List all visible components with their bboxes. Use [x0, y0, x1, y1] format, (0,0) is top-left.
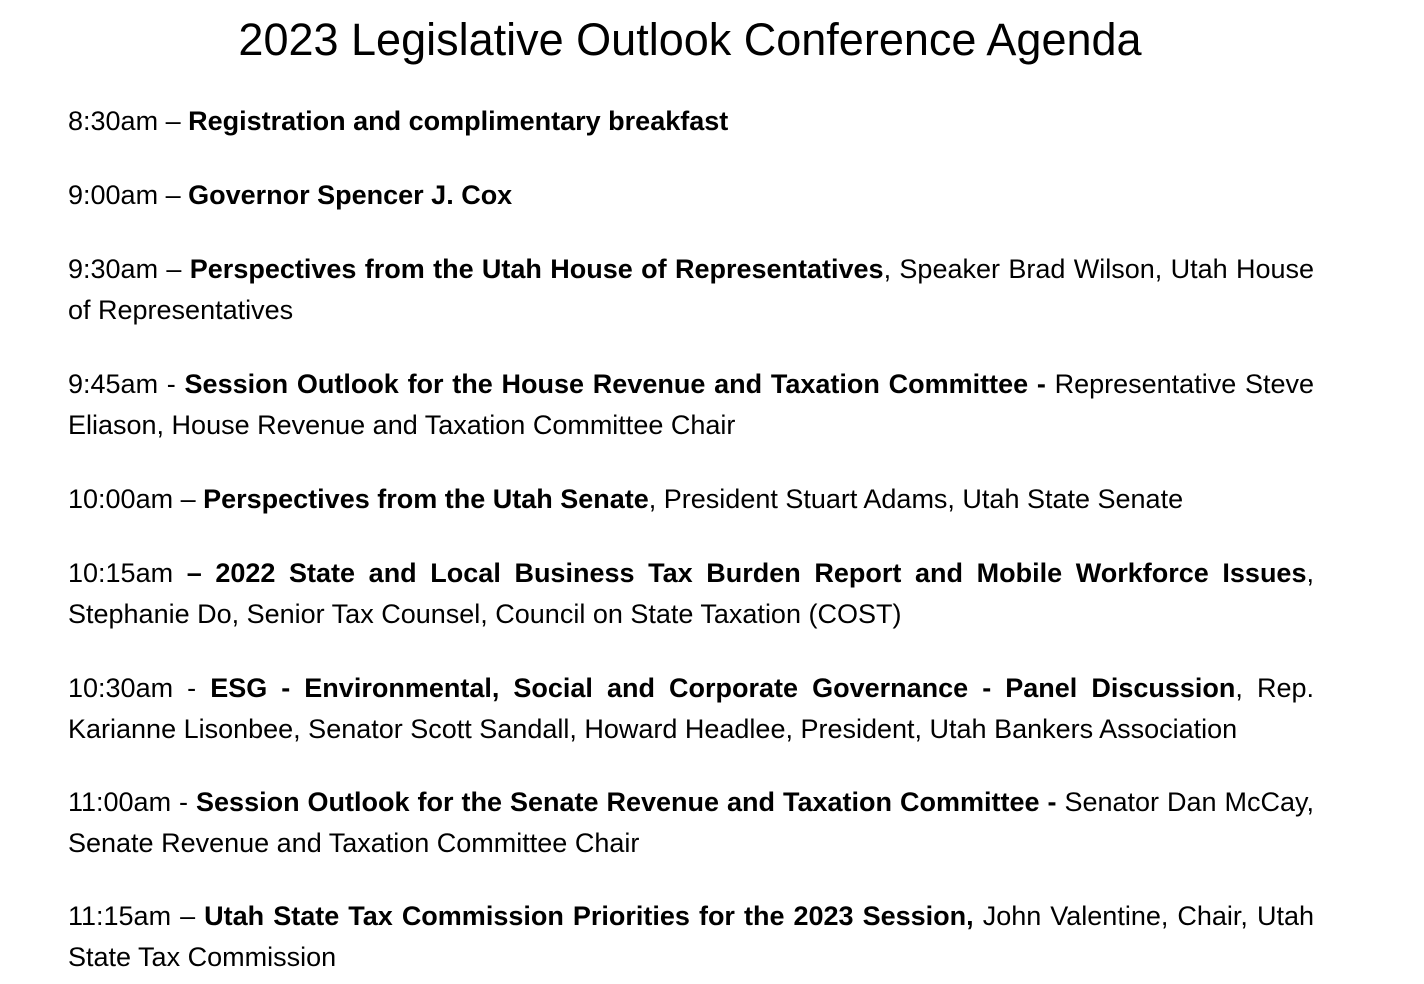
agenda-separator: - [158, 369, 185, 399]
agenda-session-title: Session Outlook for the House Revenue and Taxation Committee - [184, 369, 1055, 399]
agenda-separator: – [158, 106, 189, 136]
agenda-details: John Valentine, Chair, Utah State Tax Commission [68, 901, 1314, 972]
agenda-item-1115 [68, 896, 1314, 978]
agenda-time: 8:30am [68, 106, 159, 136]
agenda-separator: - [173, 673, 211, 703]
agenda-time: 9:45am [68, 369, 159, 399]
agenda-session-title: Session Outlook for the Senate Revenue and Taxation Committee - [196, 787, 1065, 817]
agenda-separator: – [158, 180, 189, 210]
agenda-item-1015 [68, 553, 1314, 635]
agenda-details: , Rep. Karianne Lisonbee, Senator Scott Sandall, Howard Headlee, President, Utah Bankers Association [68, 673, 1314, 744]
agenda-session-title: Utah State Tax Commission Priorities for the 2023 Session, [204, 901, 974, 931]
agenda-details: , Speaker Brad Wilson, Utah House of Representatives [68, 254, 1314, 325]
agenda-session-title: – 2022 State and Local Business Tax Burden Report and Mobile Workforce Issues [186, 558, 1307, 588]
agenda-separator [173, 558, 187, 588]
agenda-time: 10:15am [68, 558, 174, 588]
agenda-time: 10:00am [68, 484, 174, 514]
agenda-session-title: Registration and complimentary breakfast [188, 106, 729, 136]
agenda-separator: - [171, 787, 197, 817]
agenda-time: 9:00am [68, 180, 159, 210]
agenda-item-1100 [68, 782, 1314, 864]
agenda-list [68, 101, 1314, 978]
agenda-details: Representative Steve Eliason, House Revenue and Taxation Committee Chair [68, 369, 1314, 440]
agenda-details: , Stephanie Do, Senior Tax Counsel, Council on State Taxation (COST) [68, 558, 1314, 629]
agenda-session-title: ESG - Environmental, Social and Corporate Governance - Panel Discussion [210, 673, 1236, 703]
agenda-details: , President Stuart Adams, Utah State Senate [648, 484, 1184, 514]
agenda-session-title: Perspectives from the Utah Senate [203, 484, 649, 514]
agenda-time: 11:15am [68, 901, 172, 931]
agenda-time: 9:30am [68, 254, 159, 284]
agenda-time: 11:00am [68, 787, 172, 817]
agenda-details: Senator Dan McCay, Senate Revenue and Taxation Committee Chair [68, 787, 1314, 858]
agenda-item-0900 [68, 175, 1314, 216]
agenda-session-title: Governor Spencer J. Cox [188, 180, 513, 210]
agenda-item-0930 [68, 249, 1314, 331]
agenda-item-1030 [68, 668, 1314, 750]
page-title: 2023 Legislative Outlook Conference Agenda [238, 14, 1142, 65]
agenda-separator: – [173, 484, 204, 514]
agenda-separator: – [171, 901, 205, 931]
agenda-separator: – [158, 254, 190, 284]
agenda-time: 10:30am [68, 673, 174, 703]
agenda-item-0830 [68, 101, 1314, 142]
agenda-item-0945 [68, 364, 1314, 446]
agenda-session-title: Perspectives from the Utah House of Representatives [189, 254, 884, 284]
agenda-item-1000 [68, 479, 1314, 520]
